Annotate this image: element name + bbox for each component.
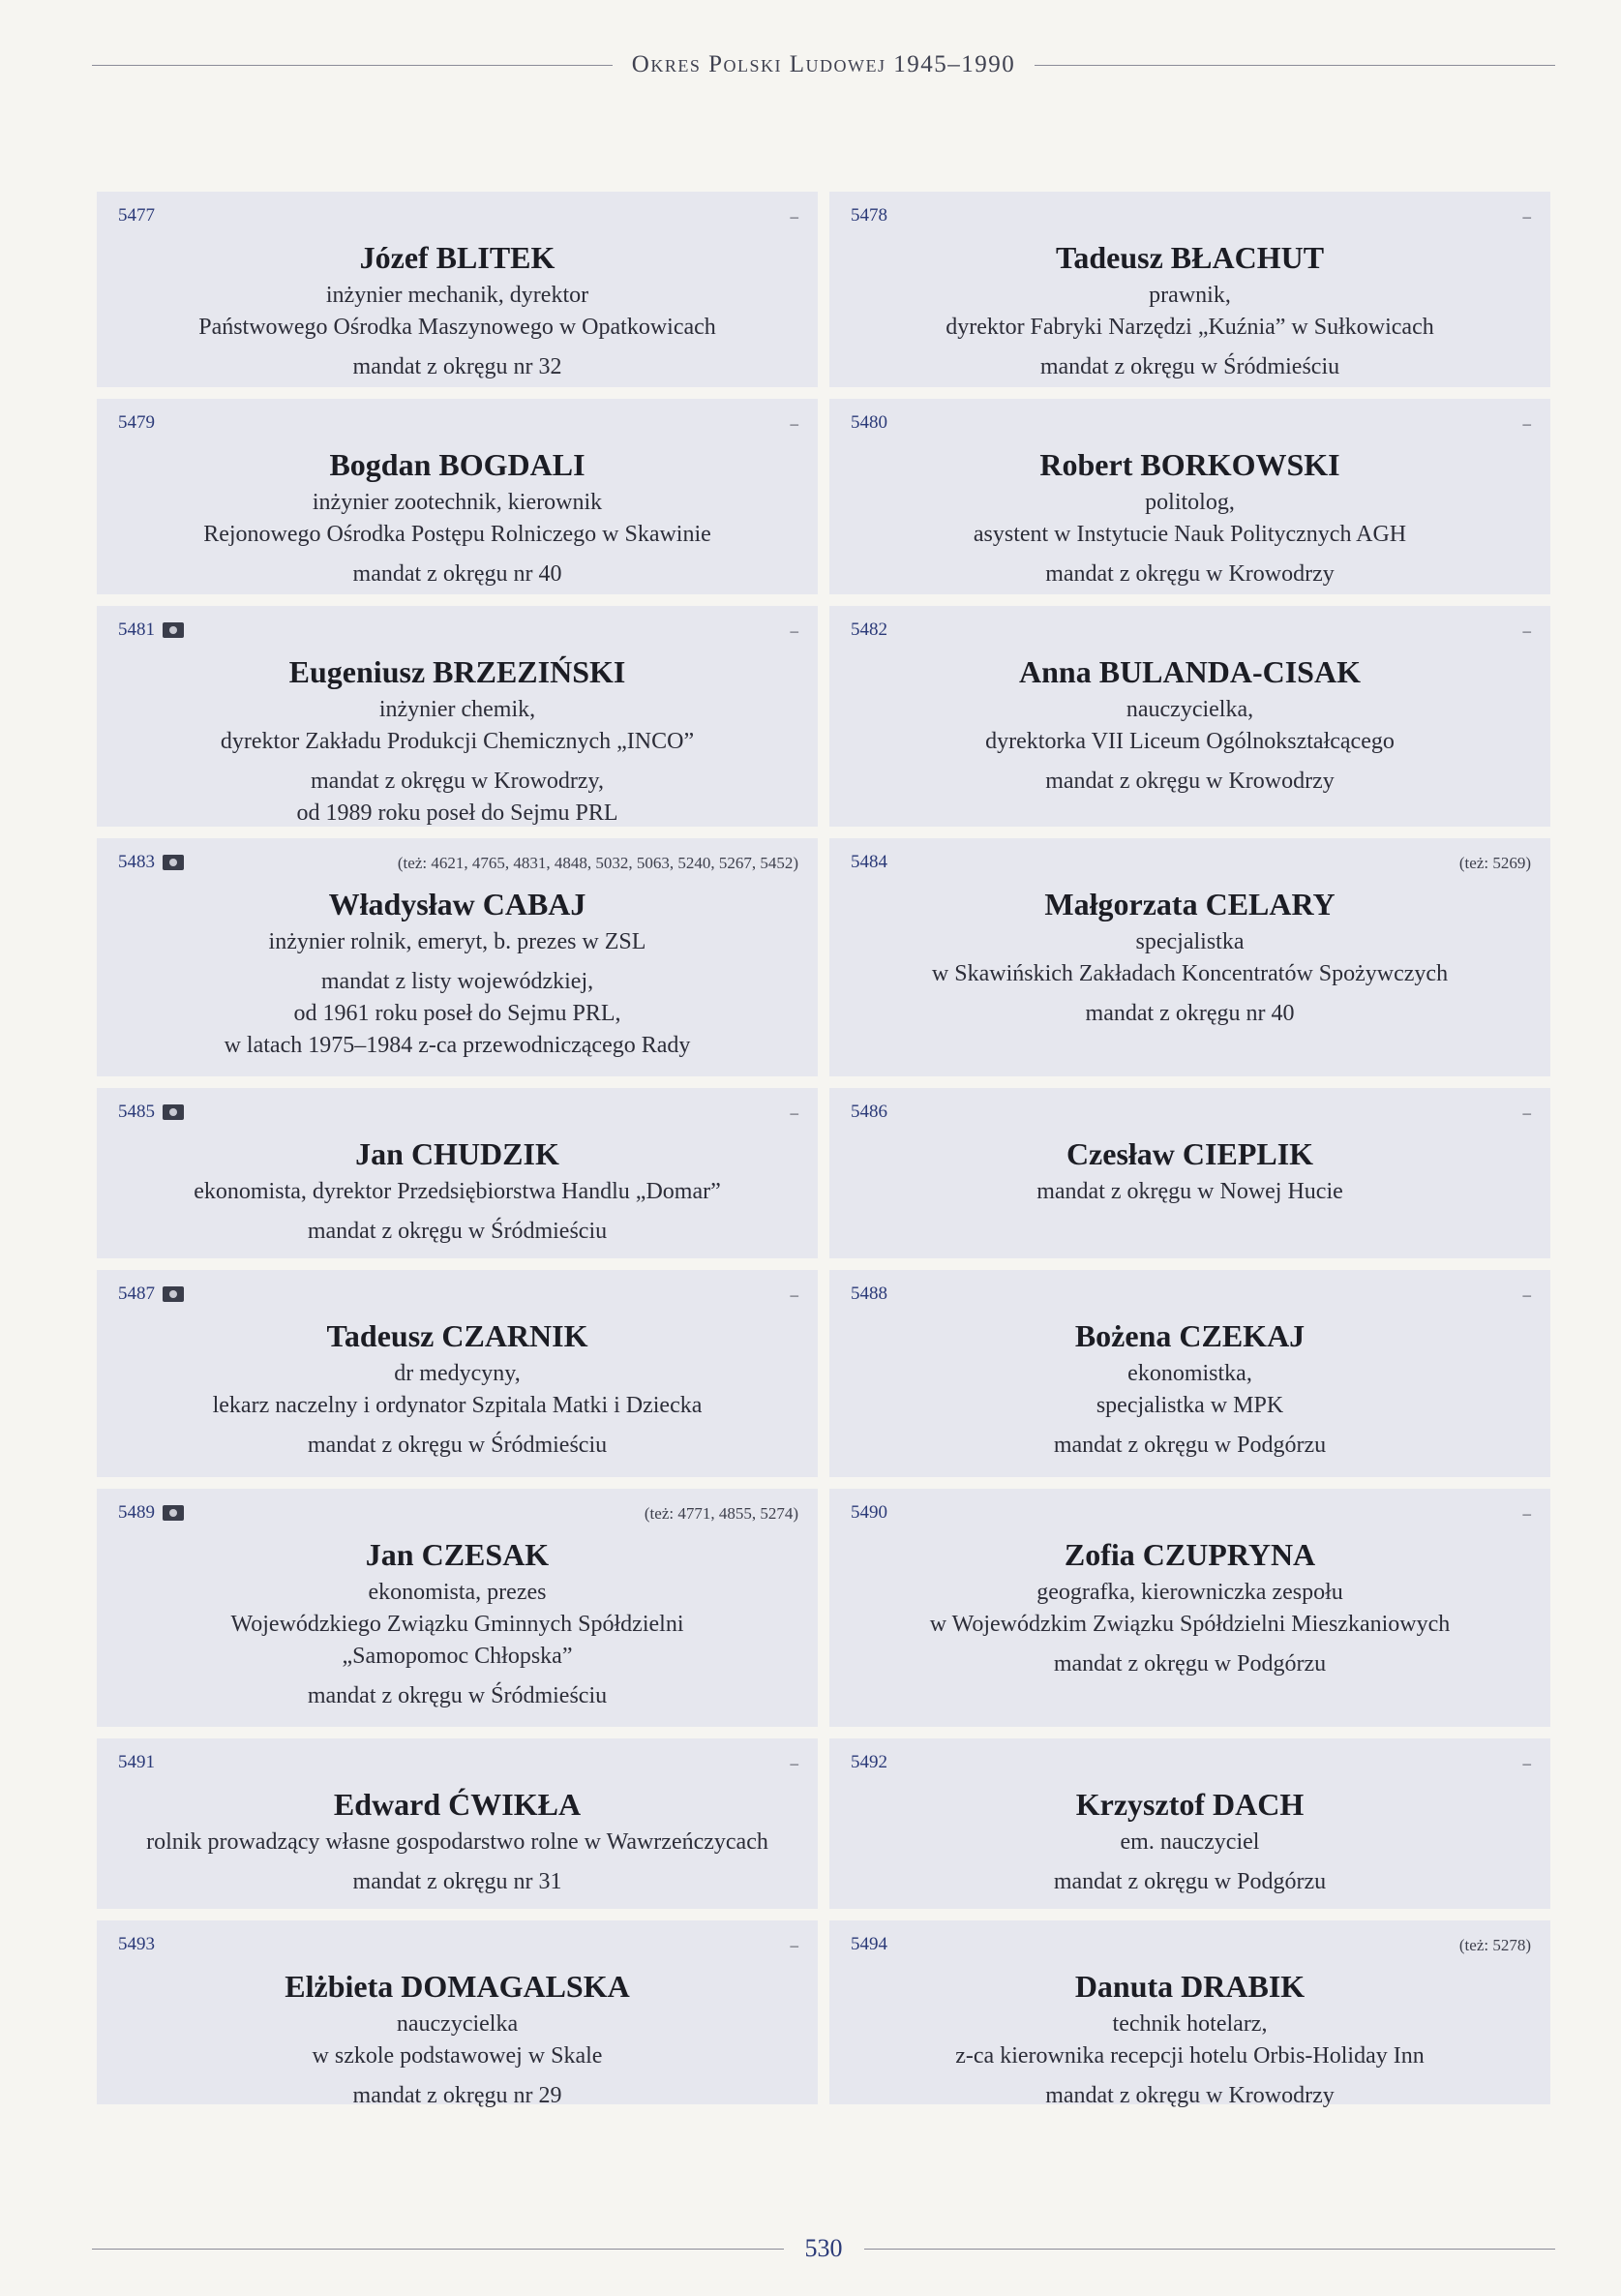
- occupation-line: dr medycyny,: [394, 1361, 521, 1386]
- occupation-line: nauczycielka,: [1126, 697, 1254, 722]
- camera-icon: [163, 622, 184, 638]
- occupation-line: specjalistka w MPK: [1096, 1393, 1284, 1418]
- entry-number-text: 5493: [118, 1934, 155, 1954]
- mandate-line: mandat z okręgu w Podgórzu: [1053, 1869, 1327, 1894]
- cross-reference: –: [1522, 621, 1531, 640]
- camera-icon: [163, 855, 184, 870]
- cross-reference: (też: 5278): [1458, 1936, 1531, 1954]
- entry-number-text: 5494: [851, 1934, 887, 1954]
- mandate-line: mandat z listy wojewódzkiej,: [320, 969, 594, 994]
- entry-card: [97, 1270, 818, 1477]
- occupation-line: dyrektor Fabryki Narzędzi „Kuźnia” w Sułkowicach: [946, 315, 1434, 340]
- entry-card: [97, 1738, 818, 1909]
- cross-reference: –: [1522, 1504, 1531, 1523]
- entry-number-text: 5486: [851, 1102, 887, 1122]
- occupation-line: z-ca kierownika recepcji hotelu Orbis-Holiday Inn: [955, 2043, 1425, 2069]
- entry-number-text: 5488: [851, 1284, 887, 1304]
- entry-number: [851, 1934, 887, 1955]
- running-title: Okres Polski Ludowej 1945–1990: [631, 51, 1016, 77]
- person-name: Krzysztof DACH: [1075, 1787, 1305, 1822]
- occupation-line: Wojewódzkiego Związku Gminnych Spółdzielni: [230, 1612, 684, 1637]
- entry-number: [851, 1102, 887, 1123]
- entry-number: [851, 205, 887, 227]
- person-name: Tadeusz BŁACHUT: [1055, 240, 1325, 275]
- entry-number: [118, 852, 184, 873]
- occupation-line: w Wojewódzkim Związku Spółdzielni Mieszkaniowych: [929, 1612, 1451, 1637]
- entry-number-text: 5483: [118, 852, 155, 872]
- entry-card: [97, 1920, 818, 2108]
- mandate-line: mandat z okręgu w Śródmieściu: [1039, 354, 1340, 379]
- mandate-line: mandat z okręgu w Krowodrzy: [1045, 2083, 1335, 2108]
- occupation-line: „Samopomoc Chłopska”: [342, 1644, 573, 1669]
- occupation-line: rolnik prowadzący własne gospodarstwo rolne w Wawrzeńczycach: [146, 1829, 768, 1855]
- cross-reference: –: [1522, 207, 1531, 226]
- mandate-line: mandat z okręgu w Podgórzu: [1053, 1433, 1327, 1458]
- occupation-line: mandat z okręgu w Nowej Hucie: [1036, 1179, 1343, 1204]
- occupation-line: Rejonowego Ośrodka Postępu Rolniczego w Skawinie: [203, 522, 711, 547]
- entry-number: [851, 1502, 887, 1524]
- mandate-line: mandat z okręgu w Podgórzu: [1053, 1651, 1327, 1677]
- occupation-line: lekarz naczelny i ordynator Szpitala Matki i Dziecka: [212, 1393, 703, 1418]
- mandate-line: mandat z okręgu w Śródmieściu: [307, 1433, 608, 1458]
- occupation-line: politolog,: [1145, 490, 1235, 515]
- mandate-line: mandat z okręgu nr 31: [352, 1869, 562, 1894]
- entry-number: [851, 852, 887, 873]
- entry-number-text: 5477: [118, 205, 155, 226]
- occupation-line: technik hotelarz,: [1112, 2011, 1268, 2037]
- camera-icon: [163, 1505, 184, 1521]
- mandate-line: mandat z okręgu w Krowodrzy: [1045, 561, 1335, 587]
- entry-card: [97, 192, 818, 387]
- cross-reference: –: [790, 1936, 798, 1954]
- entry-number-text: 5489: [118, 1502, 155, 1523]
- entry-number-text: 5485: [118, 1102, 155, 1122]
- mandate-line: w latach 1975–1984 z-ca przewodniczącego Rady: [224, 1033, 691, 1058]
- footer-rule-left: [92, 2249, 784, 2250]
- occupation-line: inżynier mechanik, dyrektor: [325, 283, 589, 308]
- mandate-line: mandat z okręgu nr 40: [352, 561, 562, 587]
- occupation-line: specjalistka: [1135, 929, 1245, 954]
- mandate-line: mandat z okręgu w Śródmieściu: [307, 1219, 608, 1244]
- cross-reference: –: [790, 1285, 798, 1304]
- mandate-line: mandat z okręgu nr 40: [1085, 1001, 1295, 1026]
- occupation-line: ekonomistka,: [1127, 1361, 1252, 1386]
- mandate-line: mandat z okręgu w Krowodrzy,: [310, 769, 604, 794]
- mandate-line: mandat z okręgu w Krowodrzy: [1045, 769, 1335, 794]
- entry-number-text: 5482: [851, 619, 887, 640]
- entry-card: [97, 399, 818, 594]
- occupation-line: ekonomista, prezes: [368, 1580, 547, 1605]
- cross-reference: (też: 5269): [1458, 854, 1531, 872]
- entry-card: [829, 1920, 1550, 2108]
- occupation-line: em. nauczyciel: [1120, 1829, 1260, 1855]
- mandate-line: mandat z okręgu nr 29: [352, 2083, 562, 2108]
- cross-reference: –: [790, 414, 798, 433]
- entry-card: [829, 838, 1550, 1076]
- person-name: Czesław CIEPLIK: [1066, 1136, 1314, 1171]
- cross-reference: –: [1522, 1754, 1531, 1772]
- mandate-line: mandat z okręgu nr 32: [352, 354, 562, 379]
- occupation-line: inżynier rolnik, emeryt, b. prezes w ZSL: [268, 929, 646, 954]
- cross-reference: (też: 4621, 4765, 4831, 4848, 5032, 5063, 5240, 5267, 5452): [397, 854, 798, 872]
- entry-number: [851, 1752, 887, 1773]
- entry-card: [97, 1088, 818, 1258]
- mandate-line: od 1961 roku poseł do Sejmu PRL,: [293, 1001, 621, 1026]
- person-name: Eugeniusz BRZEZIŃSKI: [288, 654, 626, 689]
- page-header: [92, 50, 1555, 79]
- occupation-line: dyrektor Zakładu Produkcji Chemicznych „INCO”: [220, 729, 695, 754]
- entry-number: [118, 1284, 184, 1305]
- cross-reference: –: [790, 1754, 798, 1772]
- person-name: Małgorzata CELARY: [1044, 887, 1336, 921]
- entry-card: [829, 1738, 1550, 1909]
- entry-card: [829, 192, 1550, 387]
- cross-reference: –: [790, 1103, 798, 1122]
- entry-card: [829, 399, 1550, 594]
- cross-reference: –: [1522, 1285, 1531, 1304]
- entry-number: [118, 1502, 184, 1524]
- footer-rule-right: [864, 2249, 1556, 2250]
- cross-reference: –: [790, 207, 798, 226]
- occupation-line: prawnik,: [1149, 283, 1231, 308]
- occupation-line: ekonomista, dyrektor Przedsiębiorstwa Handlu „Domar”: [194, 1179, 721, 1204]
- person-name: Bożena CZEKAJ: [1074, 1318, 1306, 1353]
- entry-number-text: 5490: [851, 1502, 887, 1523]
- entry-card: [97, 606, 818, 827]
- person-name: Jan CZESAK: [365, 1537, 550, 1572]
- page-number: 530: [804, 2234, 843, 2262]
- person-name: Władysław CABAJ: [328, 887, 586, 921]
- entry-number-text: 5481: [118, 619, 155, 640]
- entry-number-text: 5480: [851, 412, 887, 433]
- entry-number: [118, 1752, 155, 1773]
- cross-reference: –: [1522, 414, 1531, 433]
- entry-number-text: 5487: [118, 1284, 155, 1304]
- entry-number: [118, 205, 155, 227]
- entries-grid: [97, 192, 1550, 2116]
- occupation-line: dyrektorka VII Liceum Ogólnokształcącego: [985, 729, 1395, 754]
- person-name: Zofia CZUPRYNA: [1064, 1537, 1316, 1572]
- occupation-line: nauczycielka: [396, 2011, 519, 2037]
- person-name: Jan CHUDZIK: [355, 1136, 559, 1171]
- entry-number: [118, 1934, 155, 1955]
- cross-reference: –: [790, 621, 798, 640]
- person-name: Bogdan BOGDALI: [329, 447, 585, 482]
- person-name: Elżbieta DOMAGALSKA: [285, 1969, 630, 2004]
- camera-icon: [163, 1286, 184, 1302]
- occupation-line: geografka, kierowniczka zespołu: [1036, 1580, 1343, 1605]
- entry-number: [851, 1284, 887, 1305]
- entry-card: [97, 1489, 818, 1727]
- entry-number: [851, 619, 887, 641]
- entry-number-text: 5492: [851, 1752, 887, 1772]
- occupation-line: inżynier zootechnik, kierownik: [312, 490, 603, 515]
- entry-number-text: 5478: [851, 205, 887, 226]
- entry-number-text: 5491: [118, 1752, 155, 1772]
- entry-card: [97, 838, 818, 1076]
- person-name: Edward ĆWIKŁA: [333, 1787, 582, 1822]
- header-rule-right: [1035, 65, 1555, 66]
- entry-number: [118, 1102, 184, 1123]
- header-rule-left: [92, 65, 613, 66]
- cross-reference: (też: 4771, 4855, 5274): [644, 1504, 798, 1523]
- entry-number: [118, 412, 155, 434]
- occupation-line: asystent w Instytucie Nauk Politycznych AGH: [973, 522, 1407, 547]
- person-name: Danuta DRABIK: [1074, 1969, 1306, 2004]
- mandate-line: od 1989 roku poseł do Sejmu PRL: [296, 801, 618, 826]
- entry-number-text: 5479: [118, 412, 155, 433]
- occupation-line: inżynier chemik,: [378, 697, 536, 722]
- entry-number: [118, 619, 184, 641]
- entry-number-text: 5484: [851, 852, 887, 872]
- page-footer: [92, 2229, 1555, 2268]
- camera-icon: [163, 1104, 184, 1120]
- entry-card: [829, 1489, 1550, 1727]
- person-name: Józef BLITEK: [359, 240, 555, 275]
- cross-reference: –: [1522, 1103, 1531, 1122]
- mandate-line: mandat z okręgu w Śródmieściu: [307, 1683, 608, 1708]
- person-name: Anna BULANDA-CISAK: [1019, 654, 1361, 689]
- occupation-line: w Skawińskich Zakładach Koncentratów Spożywczych: [931, 961, 1449, 986]
- occupation-line: Państwowego Ośrodka Maszynowego w Opatkowicach: [198, 315, 716, 340]
- person-name: Tadeusz CZARNIK: [326, 1318, 588, 1353]
- entry-number: [851, 412, 887, 434]
- entry-card: [829, 1270, 1550, 1477]
- entry-card: [829, 1088, 1550, 1258]
- entry-card: [829, 606, 1550, 827]
- person-name: Robert BORKOWSKI: [1039, 447, 1340, 482]
- occupation-line: w szkole podstawowej w Skale: [312, 2043, 603, 2069]
